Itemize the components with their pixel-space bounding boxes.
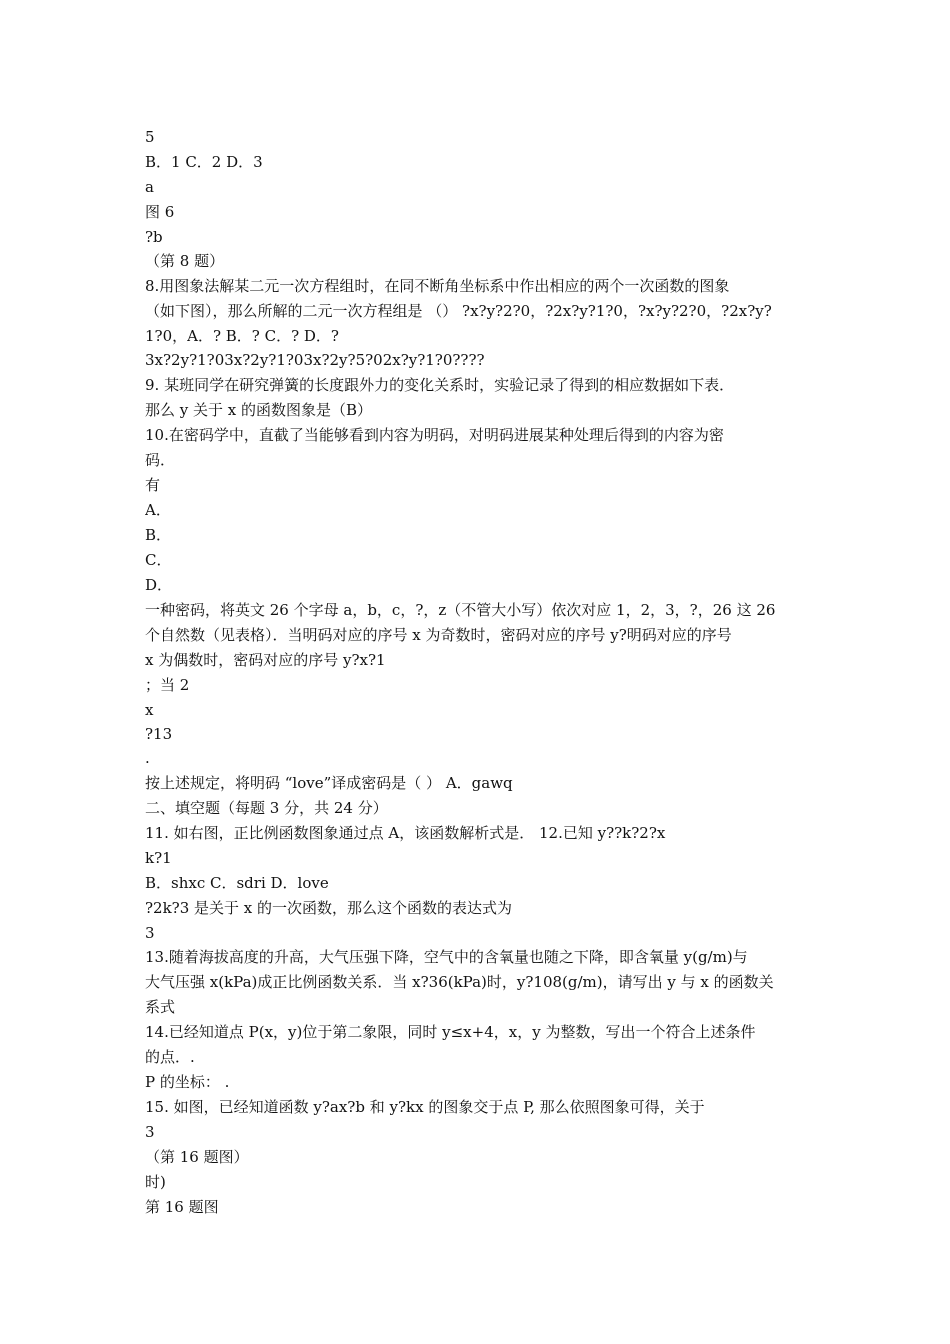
text-line: 3 [145, 1123, 155, 1141]
text-line: . [145, 749, 150, 767]
text-line: P 的坐标： . [145, 1073, 230, 1091]
text-line: 9. 某班同学在研究弹簧的长度跟外力的变化关系时，实验记录了得到的相应数据如下表． [145, 376, 735, 394]
text-line: 码． [145, 451, 176, 469]
text-line: D． [145, 576, 173, 594]
text-line: 11. 如右图，正比例函数图象通过点 A，该函数解析式是． 12.已知 y??k?2?x [145, 824, 666, 842]
text-line: 个自然数（见表格）．当明码对应的序号 x 为奇数时，密码对应的序号 y?明码对应的序号 [145, 626, 732, 644]
text-line: B．shxc C．sdri D．love [145, 874, 329, 892]
text-line: ?13 [145, 725, 173, 743]
text-line: a [145, 178, 154, 196]
text-line: 的点．. [145, 1048, 195, 1066]
text-line: 3x?2y?1?03x?2y?1?03x?2y?5?02x?y?1?0???? [145, 351, 485, 369]
text-line: k?1 [145, 849, 172, 867]
text-line: 3 [145, 924, 155, 942]
text-line: 有 [145, 476, 161, 494]
text-line: 一种密码，将英文 26 个字母 a，b，c，?，z（不管大小写）依次对应 1，2，3，?，26 这 26 [145, 601, 776, 619]
text-line: B．1 C．2 D．3 [145, 153, 263, 171]
text-line: 大气压强 x(kPa)成正比例函数关系．当 x?36(kPa)时，y?108(g/m)，请写出 y 与 x 的函数关 [145, 973, 774, 991]
text-line: C． [145, 551, 172, 569]
text-line: B． [145, 526, 172, 544]
text-line: 15. 如图，已经知道函数 y?ax?b 和 y?kx 的图象交于点 P, 那么依照图象可得，关于 [145, 1098, 705, 1116]
text-line: 二、填空题（每题 3 分，共 24 分） [145, 799, 388, 817]
text-line: （第 8 题） [145, 252, 225, 270]
text-line: 图 6 [145, 203, 175, 221]
text-line: （第 16 题图） [145, 1148, 249, 1166]
text-line: ?2k?3 是关于 x 的一次函数，那么这个函数的表达式为 [145, 899, 513, 917]
text-line: 5 [145, 128, 155, 146]
text-line: A． [145, 501, 171, 519]
text-line: x [145, 701, 154, 719]
text-line: 14.已经知道点 P(x，y)位于第二象限，同时 y≤x+4，x，y 为整数，写出一个符合上述条件 [145, 1023, 756, 1041]
text-line: 第 16 题图 [145, 1198, 219, 1216]
text-line: 系式 [145, 998, 176, 1016]
text-line: 那么 y 关于 x 的函数图象是（B） [145, 401, 373, 419]
text-line: 时) [145, 1173, 166, 1191]
text-line: （如下图），那么所解的二元一次方程组是 （） ?x?y?2?0，?2x?y?1?0，?x?y?2?0，?2x?y? [145, 302, 772, 320]
text-line: 8.用图象法解某二元一次方程组时，在同不断角坐标系中作出相应的两个一次函数的图象 [145, 277, 730, 295]
text-line: ；当 2 [145, 676, 190, 694]
text-line: ?b [145, 228, 163, 246]
text-line: 10.在密码学中，直截了当能够看到内容为明码，对明码进展某种处理后得到的内容为密 [145, 426, 724, 444]
text-line: 1?0，A．? B．? C．? D．? [145, 327, 339, 345]
text-line: x 为偶数时，密码对应的序号 y?x?1 [145, 651, 386, 669]
text-line: 按上述规定，将明码 “love”译成密码是（ ） A．gawq [145, 774, 513, 792]
text-line: 13.随着海拔高度的升高，大气压强下降，空气中的含氧量也随之下降，即含氧量 y(g/m)与 [145, 948, 748, 966]
